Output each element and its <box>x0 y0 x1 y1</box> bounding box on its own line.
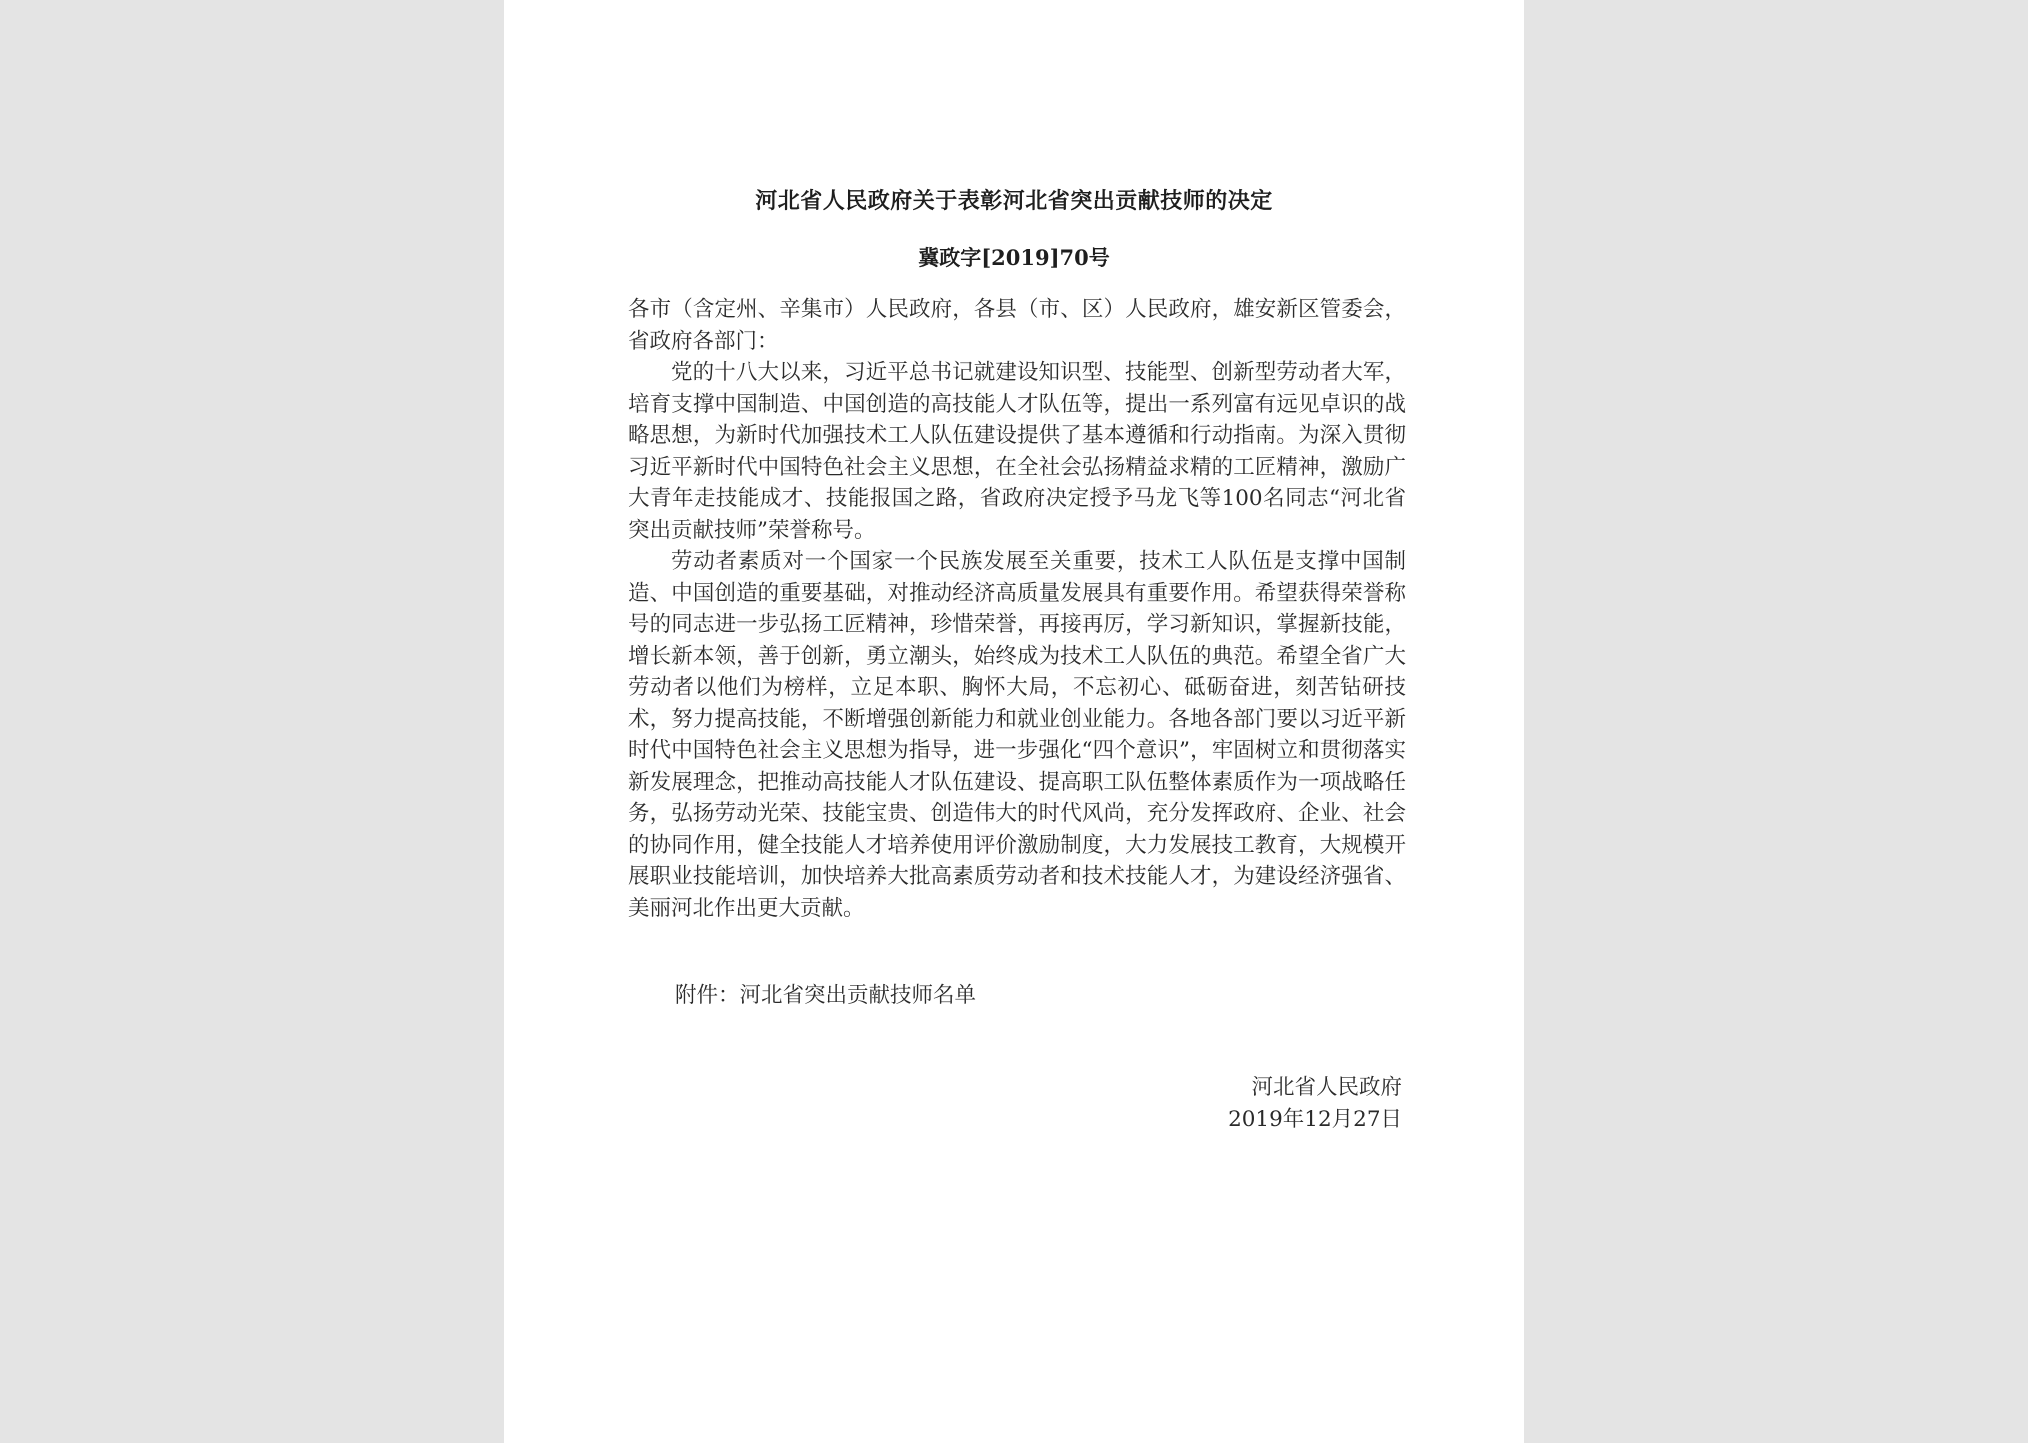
salutation: 各市（含定州、辛集市）人民政府，各县（市、区）人民政府，雄安新区管委会，省政府各部门： <box>628 297 1406 354</box>
document-page <box>504 0 1524 1443</box>
signature-block <box>1228 1072 1402 1136</box>
issuer: 河北省人民政府 <box>1251 1075 1402 1100</box>
issue-date: 2019年12月27日 <box>1228 1107 1402 1132</box>
document-body <box>628 294 1406 924</box>
attachment-note: 附件：河北省突出贡献技师名单 <box>675 983 977 1008</box>
document-number: 冀政字[2019]70号 <box>918 245 1110 270</box>
document-title: 河北省人民政府关于表彰河北省突出贡献技师的决定 <box>755 188 1273 214</box>
paragraph-2: 劳动者素质对一个国家一个民族发展至关重要，技术工人队伍是支撑中国制造、中国创造的重要基础，对推动经济高质量发展具有重要作用。希望获得荣誉称号的同志进一步弘扬工匠精神，珍惜荣誉，再接再厉，学习新知识，掌握新技能，增长新本领，善于创新，勇立潮头，始终成为技术工人队伍的典范。希望全省广大劳动者以他们为榜样，立足本职、胸怀大局，不忘初心、砥砺奋进，刻苦钻研技术，努力提高技能，不断增强创新能力和就业创业能力。各地各部门要以习近平新时代中国特色社会主义思想为指导，进一步强化“四个意识”，牢固树立和贯彻落实新发展理念，把推动高技能人才队伍建设、提高职工队伍整体素质作为一项战略任务，弘扬劳动光荣、技能宝贵、创造伟大的时代风尚，充分发挥政府、企业、社会的协同作用，健全技能人才培养使用评价激励制度，大力发展技工教育，大规模开展职业技能培训，加快培养大批高素质劳动者和技术技能人才，为建设经济强省、美丽河北作出更大贡献。 <box>628 549 1406 921</box>
paragraph-1: 党的十八大以来，习近平总书记就建设知识型、技能型、创新型劳动者大军，培育支撑中国制造、中国创造的高技能人才队伍等，提出一系列富有远见卓识的战略思想，为新时代加强技术工人队伍建设提供了基本遵循和行动指南。为深入贯彻习近平新时代中国特色社会主义思想，在全社会弘扬精益求精的工匠精神，激励广大青年走技能成才、技能报国之路，省政府决定授予马龙飞等100名同志“河北省突出贡献技师”荣誉称号。 <box>628 360 1406 543</box>
